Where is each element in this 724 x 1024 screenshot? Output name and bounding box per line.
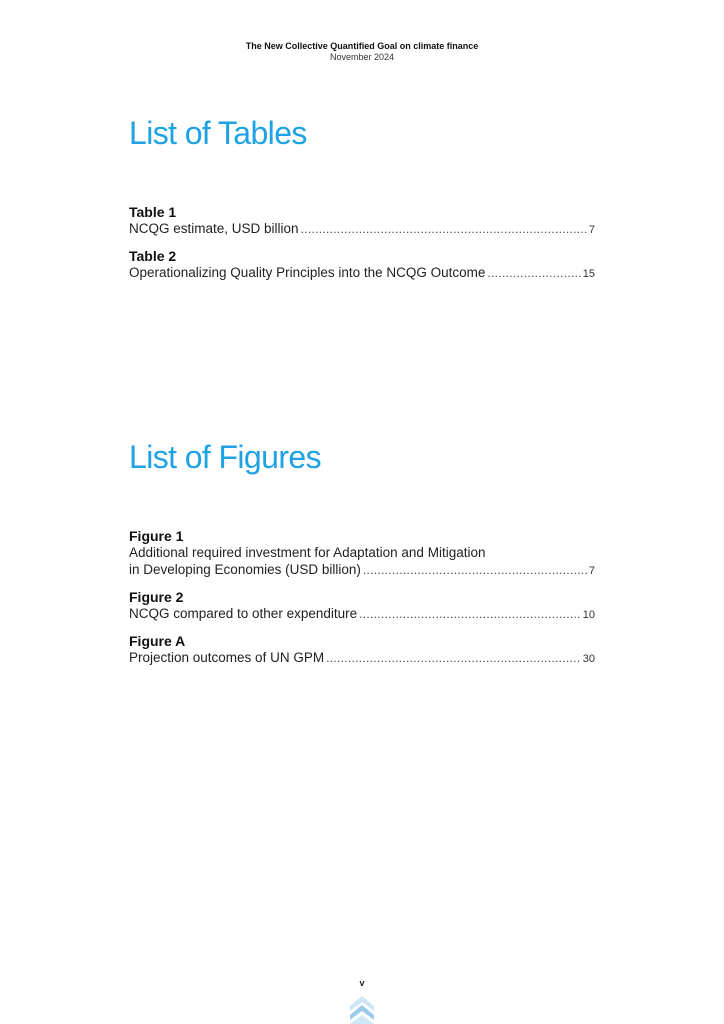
document-title: The New Collective Quantified Goal on climate finance [245, 41, 479, 51]
dot-leader [359, 606, 581, 623]
figure-2-page-number[interactable]: 10 [582, 609, 595, 621]
document-date: November 2024 [329, 52, 395, 62]
figure-a-page-number[interactable]: 30 [582, 653, 595, 665]
figure-a-entry[interactable] [129, 633, 595, 668]
dot-leader [326, 650, 581, 667]
list-of-figures [129, 528, 595, 677]
chevron-up-mark-icon [350, 996, 374, 1024]
figure-1-label: Figure 1 [129, 528, 184, 544]
table-2-title[interactable]: Operationalizing Quality Principles into the NCQG Outcome [129, 265, 486, 280]
table-1-entry[interactable] [129, 204, 595, 239]
figure-1-title-line-2[interactable]: in Developing Economies (USD billion) [129, 562, 361, 577]
table-1-page-number[interactable]: 7 [588, 224, 595, 236]
figure-1-line [129, 561, 595, 580]
table-1-line [129, 220, 595, 239]
figure-1-title-line-1[interactable]: Additional required investment for Adaptation and Mitigation [129, 545, 486, 560]
figure-a-title[interactable]: Projection outcomes of UN GPM [129, 650, 325, 665]
list-of-tables-heading: List of Tables [129, 115, 307, 151]
figure-1-page-number[interactable]: 7 [588, 565, 595, 577]
figure-a-label: Figure A [129, 633, 186, 649]
table-2-page-number[interactable]: 15 [582, 268, 595, 280]
dot-leader [363, 562, 587, 579]
figure-2-line [129, 605, 595, 624]
figure-a-line [129, 649, 595, 668]
list-of-tables [129, 204, 595, 292]
table-1-label: Table 1 [129, 204, 177, 220]
page-number: v [359, 978, 365, 988]
table-2-entry[interactable] [129, 248, 595, 283]
figure-2-title[interactable]: NCQG compared to other expenditure [129, 606, 358, 621]
figure-2-entry[interactable] [129, 589, 595, 624]
dot-leader [487, 265, 580, 282]
list-of-figures-heading: List of Figures [129, 439, 321, 475]
figure-1-entry[interactable] [129, 528, 595, 580]
figure-2-label: Figure 2 [129, 589, 184, 605]
table-2-line [129, 264, 595, 283]
running-header [0, 40, 724, 63]
table-1-title[interactable]: NCQG estimate, USD billion [129, 221, 299, 236]
table-2-label: Table 2 [129, 248, 177, 264]
dot-leader [301, 221, 587, 238]
